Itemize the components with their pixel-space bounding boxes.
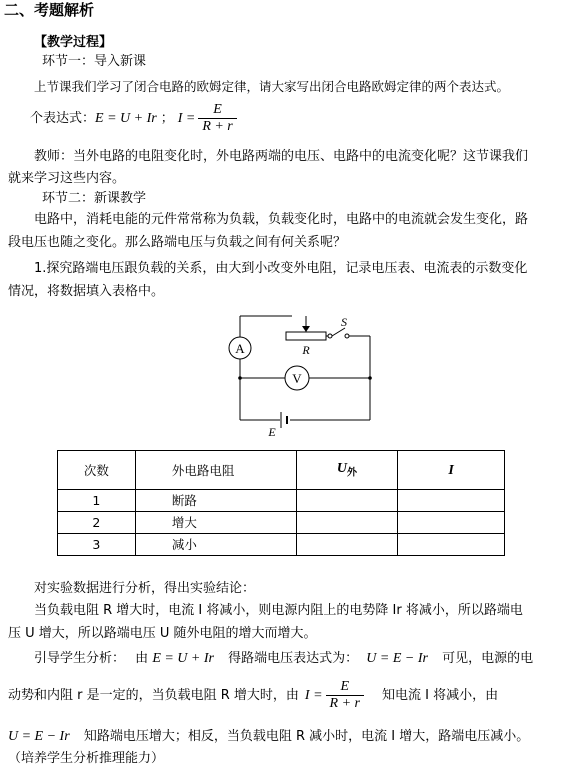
expressions-line	[30, 96, 237, 140]
resistor-label: R	[302, 343, 310, 357]
switch-contact-right	[345, 334, 349, 338]
guide-expr-3: U = E − Ir	[8, 729, 70, 744]
teacher-line-2: 就来学习这些内容。	[8, 171, 126, 186]
guide-line-3: U = E − Ir 知路端电压增大；相反，当负载电阻 R 减小时，电流 I 增大，路端电压减小。	[8, 729, 530, 744]
expr-separator: ；	[160, 110, 174, 126]
guide-fraction: $\frac{E}{R + r}$	[326, 679, 364, 712]
table-cell: 增大	[135, 512, 296, 534]
rheostat-arrow	[302, 326, 310, 332]
table-row	[58, 490, 505, 512]
table-cell: 3	[58, 534, 136, 556]
header-count: 次数	[58, 451, 136, 490]
table-cell	[296, 490, 398, 512]
header-voltage: $U_外$	[296, 451, 398, 490]
step1-line-2: 情况，将数据填入表格中。	[8, 284, 165, 299]
junction-left	[238, 376, 242, 380]
table-cell	[398, 490, 505, 512]
table-cell	[296, 512, 398, 534]
voltmeter-label: V	[292, 371, 302, 386]
process-title: 【教学过程】	[34, 35, 113, 50]
expr1: E = U + Ir	[95, 110, 157, 126]
conclusion-line-1: 当负载电阻 R 增大时，电流 I 将减小，则电源内阻上的电势降 Ir 将减小，所以路端电	[34, 603, 523, 618]
conclusion-line-2: 压 U 增大，所以路端电压 U 随外电阻的增大而增大。	[8, 626, 317, 641]
switch-contact-left	[328, 334, 332, 338]
switch-label: S	[341, 315, 347, 329]
table-row	[58, 534, 505, 556]
para1-line-2: 段电压也随之变化。那么路端电压与负载之间有何关系呢？	[8, 235, 347, 250]
fraction-numerator: E	[213, 101, 222, 117]
final-note: （培养学生分析推理能力）	[8, 751, 165, 766]
ammeter-label: A	[235, 341, 245, 356]
table-cell: 减小	[135, 534, 296, 556]
circuit-diagram	[220, 310, 390, 440]
table-cell	[398, 534, 505, 556]
expr-label: 个表达式：	[30, 110, 96, 126]
table-cell: 断路	[135, 490, 296, 512]
intro-text: 上节课我们学习了闭合电路的欧姆定律，请大家写出闭合电路欧姆定律的两个表达式。	[34, 79, 510, 94]
guide-expr-2: U = E − Ir	[366, 651, 428, 666]
table-cell: 1	[58, 490, 136, 512]
step1-line-1: 1.探究路端电压跟负载的关系，由大到小改变外电阻，记录电压表、电流表的示数变化	[34, 261, 528, 276]
table-cell	[398, 512, 505, 534]
link1-heading: 环节一：导入新课	[42, 54, 147, 69]
table-header-row	[58, 451, 505, 490]
guide-line-1: 引导学生分析： 由 E = U + Ir 得路端电压表达式为： U = E − Ir 可见，电源的电	[34, 651, 534, 666]
link2-heading: 环节二：新课教学	[42, 191, 147, 206]
battery-label: E	[268, 425, 276, 439]
table-cell: 2	[58, 512, 136, 534]
header-current: I	[398, 451, 505, 490]
para1-line-1: 电路中，消耗电能的元件常常称为负载，负载变化时，电路中的电流就会发生变化，路	[34, 212, 529, 227]
analysis-intro: 对实验数据进行分析，得出实验结论：	[34, 581, 256, 596]
teacher-line-1: 教师：当外电路的电阻变化时，外电路两端的电压、电路中的电流变化呢？这节课我们	[34, 149, 529, 164]
expr2-fraction	[198, 102, 236, 135]
header-resistance: 外电路电阻	[135, 451, 296, 490]
table-row	[58, 512, 505, 534]
data-table	[57, 450, 505, 556]
rheostat	[286, 332, 326, 340]
section-title: 二、考题解析	[4, 1, 95, 19]
junction-right	[368, 376, 372, 380]
guide-expr-1: E = U + Ir	[152, 651, 214, 666]
fraction-denominator: R + r	[198, 118, 236, 135]
guide-line-2: 动势和内阻 r 是一定的，当负载电阻 R 增大时，由 I = $\frac{E}{R + r}$ 知电流 I 将减小，由	[8, 678, 499, 711]
table-cell	[296, 534, 398, 556]
expr2-lhs: I =	[177, 110, 196, 126]
